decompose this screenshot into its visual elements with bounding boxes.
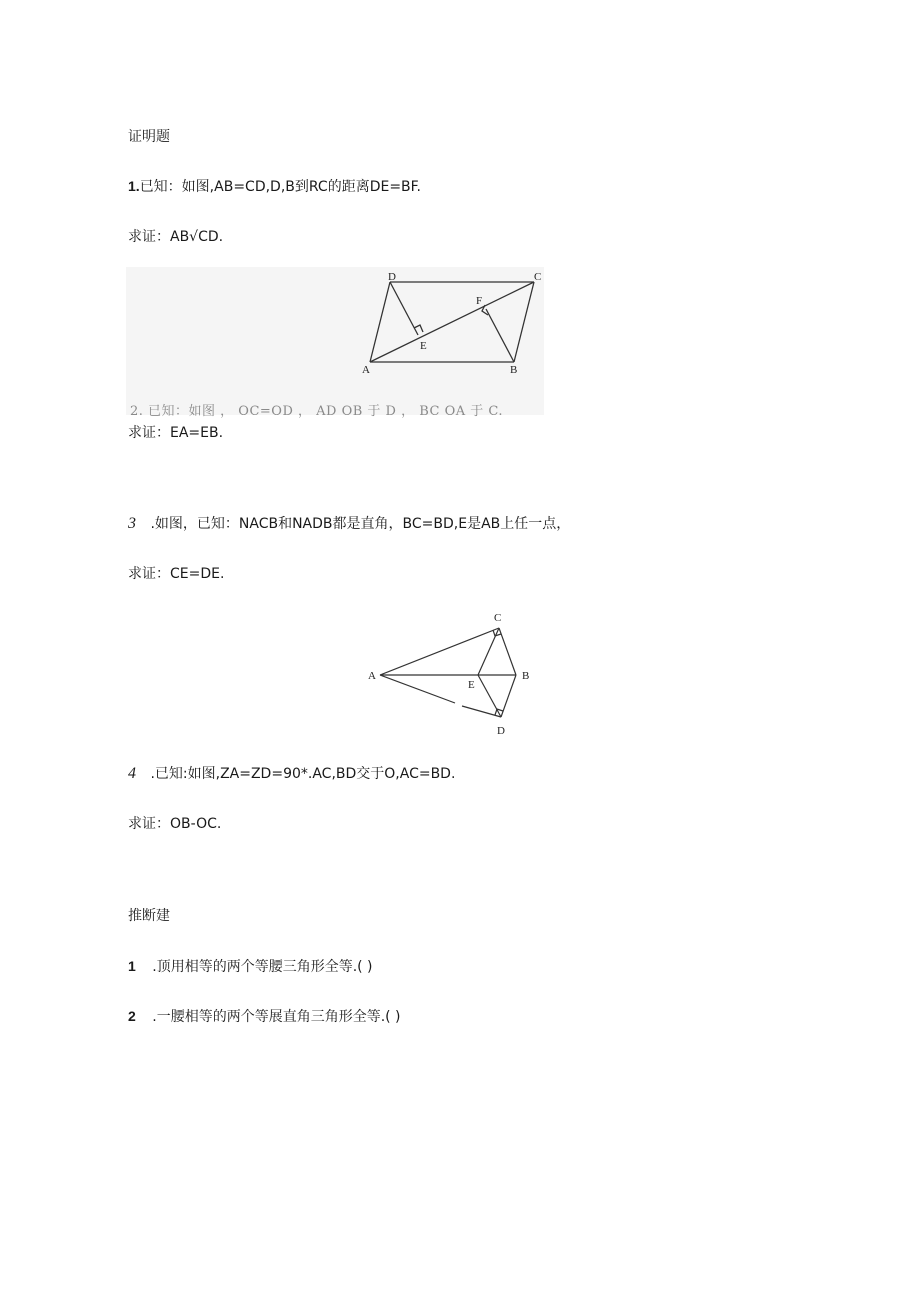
figure-1-parallelogram <box>126 267 544 415</box>
question-3-prove: 求证：CE=DE. <box>128 566 225 582</box>
fig3-label-d: D <box>497 725 505 737</box>
question-3-text: .如图，已知：NACB和NADB都是直角，BC=BD,E是AB上任一点， <box>150 516 571 532</box>
segment-cb <box>499 628 516 675</box>
question-4-number: 4 <box>128 765 136 782</box>
fig3-label-c: C <box>494 612 502 624</box>
segment-da <box>370 282 390 362</box>
figure-3-kite <box>360 606 540 742</box>
fig1-label-e: E <box>420 340 427 352</box>
segment-bf <box>486 309 514 362</box>
question-4 <box>128 765 455 783</box>
segment-bd <box>501 675 516 717</box>
judge-item-1 <box>128 957 373 976</box>
fig1-label-c: C <box>534 271 542 283</box>
question-4-prove: 求证：OB-OC. <box>128 816 222 832</box>
section-title-proof: 证明题 <box>128 129 170 145</box>
section-title-judge: 推断建 <box>128 908 170 924</box>
judge-item-2-number: 2 <box>128 1008 136 1024</box>
fig3-label-e: E <box>468 679 475 691</box>
judge-item-2-text: .一腰相等的两个等展直角三角形全等.( ) <box>152 1009 401 1025</box>
fig1-label-d: D <box>388 271 396 283</box>
segment-ed <box>478 675 501 717</box>
question-4-text: .已知:如图,ZA=ZD=90*.AC,BD交于O,AC=BD. <box>150 766 456 782</box>
question-1-number: 1. <box>128 178 140 194</box>
segment-ad-part1 <box>380 675 455 703</box>
fig3-label-b: B <box>522 670 530 682</box>
question-1-prove: 求证：AB√CD. <box>128 229 224 245</box>
fig1-label-a: A <box>362 364 370 376</box>
judge-item-1-number: 1 <box>128 958 136 974</box>
question-3-number: 3 <box>128 515 136 532</box>
question-3 <box>128 515 570 533</box>
question-2-given: 2. 已知：如图 ， OC=OD ， AD OB 于 D ， BC OA 于 C. <box>130 404 504 419</box>
fig1-label-f: F <box>476 295 483 307</box>
question-2-prove: 求证：EA=EB. <box>128 425 224 441</box>
question-1-text: 已知：如图,AB=CD,D,B到RC的距离DE=BF. <box>139 179 421 195</box>
fig3-label-a: A <box>368 670 376 682</box>
segment-bc <box>514 282 534 362</box>
judge-item-2 <box>128 1007 401 1026</box>
diagonal-ac <box>370 282 534 362</box>
segment-ad-part2 <box>462 706 501 717</box>
question-1 <box>128 177 421 196</box>
judge-item-1-text: .顶用相等的两个等腰三角形全等.( ) <box>152 959 373 975</box>
segment-de <box>390 282 418 335</box>
fig1-label-b: B <box>510 364 518 376</box>
